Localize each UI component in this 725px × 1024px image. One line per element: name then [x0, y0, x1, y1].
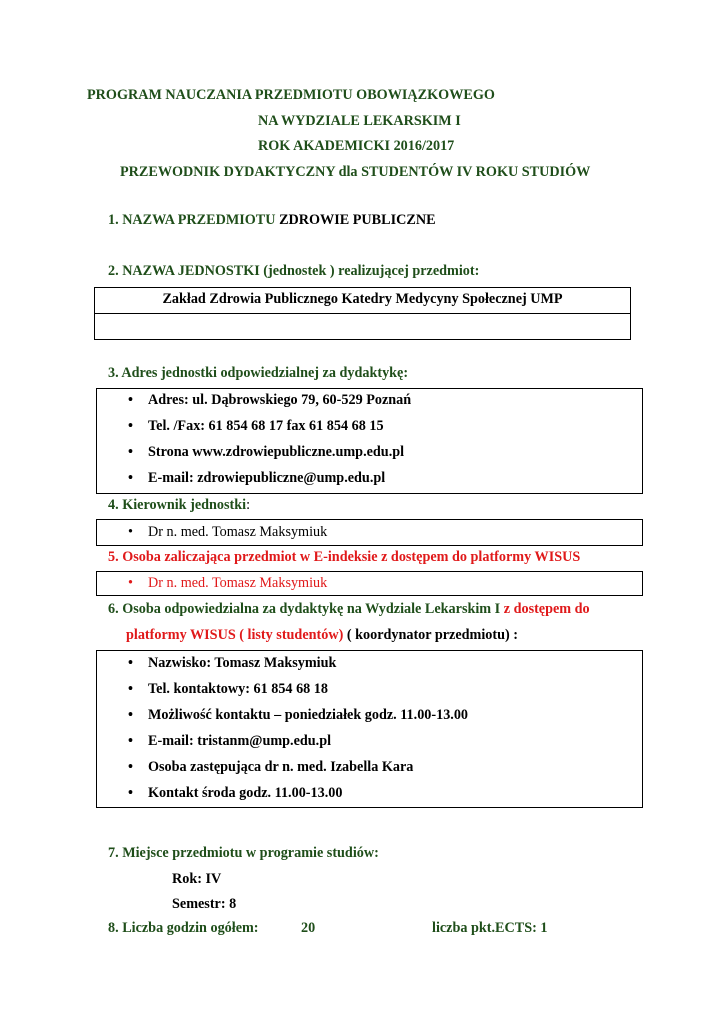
- coordinator-box: [96, 650, 643, 808]
- section-3-heading: 3. Adres jednostki odpowiedzialnej za dydaktykę:: [108, 365, 409, 381]
- bullet-icon: •: [128, 524, 133, 540]
- semester-value: Semestr: 8: [172, 896, 237, 912]
- list-item: [128, 707, 469, 724]
- address-phone: Tel. /Fax: 61 854 68 17 fax 61 854 68 15: [148, 418, 384, 434]
- section-5-heading: 5. Osoba zaliczająca przedmiot w E-indeksie z dostępem do platformy WISUS: [108, 549, 581, 565]
- head-box: [96, 519, 643, 546]
- address-box: [96, 388, 643, 494]
- examiner-name: Dr n. med. Tomasz Maksymiuk: [148, 575, 328, 591]
- substitute-contact: Kontakt środa godz. 11.00-13.00: [148, 785, 343, 801]
- bullet-icon: •: [128, 444, 133, 460]
- table-divider: [95, 313, 630, 314]
- section-2-heading: 2. NAZWA JEDNOSTKI (jednostek ) realizującej przedmiot:: [108, 263, 480, 279]
- coordinator-email: E-mail: tristanm@ump.edu.pl: [148, 733, 332, 749]
- section-6-label-a: 6. Osoba odpowiedzialna za dydaktykę na Wydziale Lekarskim I: [108, 601, 501, 617]
- section-8-heading: 8. Liczba godzin ogółem:: [108, 920, 259, 936]
- section-4-label: 4. Kierownik jednostki: [108, 497, 247, 513]
- section-4-colon: :: [246, 497, 251, 513]
- list-item: [128, 524, 328, 541]
- list-item: [128, 681, 328, 698]
- hours-value: 20: [301, 920, 316, 936]
- list-item: [128, 392, 412, 409]
- bullet-icon: •: [128, 681, 133, 697]
- bullet-icon: •: [128, 707, 133, 723]
- section-1-label: 1. NAZWA PRZEDMIOTU: [108, 212, 276, 228]
- bullet-icon: •: [128, 759, 133, 775]
- address-street: Adres: ul. Dąbrowskiego 79, 60-529 Poznań: [148, 392, 412, 408]
- list-item: [128, 733, 332, 750]
- list-item: [128, 418, 384, 435]
- unit-name: Zakład Zdrowia Publicznego Katedry Medycyny Społecznej UMP: [162, 291, 563, 307]
- list-item: [128, 655, 337, 672]
- section-4-heading: [108, 497, 250, 514]
- coordinator-name: Nazwisko: Tomasz Maksymiuk: [148, 655, 337, 671]
- bullet-icon: •: [128, 785, 133, 801]
- bullet-icon: •: [128, 418, 133, 434]
- section-6-heading-line-1: [108, 601, 590, 618]
- list-item: [128, 785, 343, 802]
- year-value: Rok: IV: [172, 871, 222, 887]
- section-6-heading-line-2: [126, 627, 518, 644]
- unit-table: [94, 287, 631, 340]
- section-6-label-b: z dostępem do: [500, 601, 590, 617]
- address-email: E-mail: zdrowiepubliczne@ump.edu.pl: [148, 470, 386, 486]
- list-item: [128, 575, 328, 592]
- list-item: [128, 470, 386, 487]
- header-line-3: ROK AKADEMICKI 2016/2017: [258, 138, 455, 154]
- coordinator-hours: Możliwość kontaktu – poniedziałek godz. 11.00-13.00: [148, 707, 469, 723]
- bullet-icon: •: [128, 733, 133, 749]
- examiner-box: [96, 571, 643, 596]
- bullet-icon: •: [128, 470, 133, 486]
- list-item: [128, 759, 414, 776]
- section-7-heading: 7. Miejsce przedmiotu w programie studiów:: [108, 845, 379, 861]
- coordinator-substitute: Osoba zastępująca dr n. med. Izabella Kara: [148, 759, 414, 775]
- section-1-heading: [108, 212, 436, 229]
- address-website: Strona www.zdrowiepubliczne.ump.edu.pl: [148, 444, 405, 460]
- head-name: Dr n. med. Tomasz Maksymiuk: [148, 524, 328, 540]
- bullet-icon: •: [128, 575, 133, 591]
- header-line-4: PRZEWODNIK DYDAKTYCZNY dla STUDENTÓW IV ROKU STUDIÓW: [120, 164, 591, 180]
- list-item: [128, 444, 405, 461]
- coordinator-phone: Tel. kontaktowy: 61 854 68 18: [148, 681, 328, 697]
- bullet-icon: •: [128, 392, 133, 408]
- ects-value: liczba pkt.ECTS: 1: [432, 920, 548, 936]
- section-6-label-c: platformy WISUS ( listy studentów): [126, 627, 344, 643]
- header-line-2: NA WYDZIALE LEKARSKIM I: [258, 113, 461, 129]
- section-1-value: ZDROWIE PUBLICZNE: [279, 212, 436, 228]
- bullet-icon: •: [128, 655, 133, 671]
- section-6-label-d: ( koordynator przedmiotu) :: [343, 627, 519, 643]
- header-line-1: PROGRAM NAUCZANIA PRZEDMIOTU OBOWIĄZKOWEGO: [87, 87, 495, 103]
